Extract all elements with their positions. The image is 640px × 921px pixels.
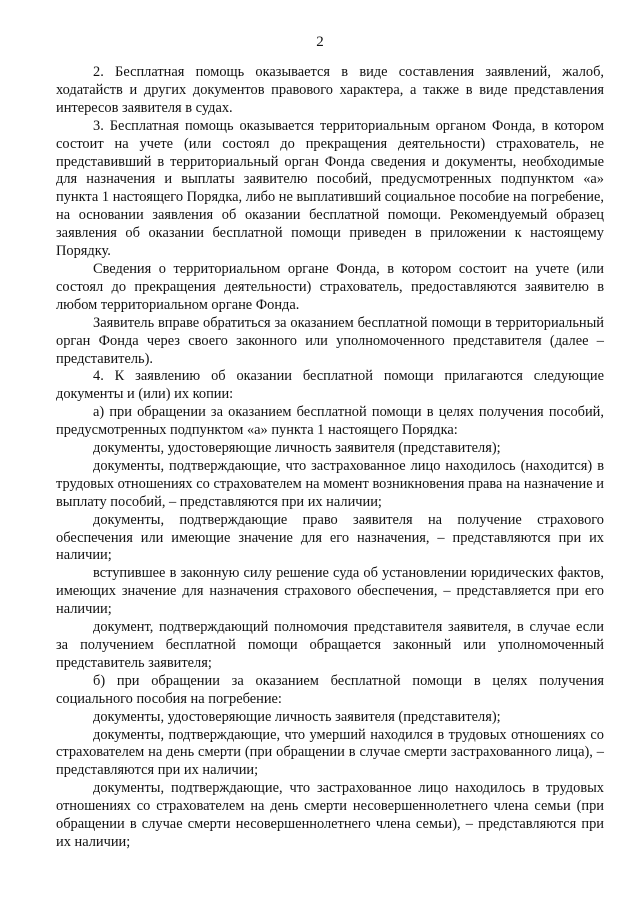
paragraph: Сведения о территориальном органе Фонда, в котором состоит на учете (или состоял до прекращения деятельности) страхователь, предоставляются заявителю в любом территориальном органе Фонда. <box>56 260 604 313</box>
paragraph: документы, подтверждающие, что застрахованное лицо находилось в трудовых отношениях со страхователем на день смерти несовершеннолетнего члена семьи (при обращении в случае смерти несовершеннолетнего члена семьи), – представляются при их наличии; <box>56 780 604 850</box>
paragraph: документы, подтверждающие, что умерший находился в трудовых отношениях со страхователем на день смерти (при обращении в случае смерти застрахованного лица), – представляются при их наличии; <box>56 726 604 779</box>
paragraph: а) при обращении за оказанием бесплатной помощи в целях получения пособий, предусмотренных подпунктом «а» пункта 1 настоящего Порядка: <box>56 404 604 439</box>
document-body <box>56 64 604 852</box>
paragraph: 2. Бесплатная помощь оказывается в виде составления заявлений, жалоб, ходатайств и других документов правового характера, а также в виде представления интересов заявителя в судах. <box>56 64 604 116</box>
paragraph: документы, удостоверяющие личность заявителя (представителя); <box>93 708 501 725</box>
paragraph: документы, удостоверяющие личность заявителя (представителя); <box>93 440 501 457</box>
paragraph: документы, подтверждающие право заявителя на получение страхового обеспечения или имеющие значение для его назначения, – представляются при их наличии; <box>56 511 604 564</box>
paragraph: документы, подтверждающие, что застрахованное лицо находилось (находится) в трудовых отношениях со страхователем на момент возникновения права на назначение и выплату пособий, – представляются при их наличии; <box>56 457 604 510</box>
paragraph: 3. Бесплатная помощь оказывается территориальным органом Фонда, в котором состоит на учете (или состоял до прекращения деятельности) страхователь, не представивший в территориальный орган Фонда сведения и документы, необходимые для назначения и выплаты заявителю пособий, предусмотренных подпунктом «а» пункта 1 настоящего Порядка, либо не выплативший социальное пособие на погребение, на основании заявления об оказании бесплатной помощи. Рекомендуемый образец заявления об оказании бесплатной помощи приведен в приложении к настоящему Порядку. <box>56 117 604 260</box>
paragraph: вступившее в законную силу решение суда об установлении юридических фактов, имеющих значение для назначения страхового обеспечения, – представляется при его наличии; <box>56 565 604 618</box>
page-number: 2 <box>316 34 324 50</box>
paragraph: 4. К заявлению об оказании бесплатной помощи прилагаются следующие документы и (или) их копии: <box>56 368 604 403</box>
paragraph: документ, подтверждающий полномочия представителя заявителя, в случае если за получением бесплатной помощи обращается законный или уполномоченный представитель заявителя; <box>56 619 604 671</box>
paragraph: б) при обращении за оказанием бесплатной помощи в целях получения социального пособия на погребение: <box>56 672 604 707</box>
paragraph: Заявитель вправе обратиться за оказанием бесплатной помощи в территориальный орган Фонда через своего законного или уполномоченного представителя (далее – представитель). <box>56 314 604 367</box>
